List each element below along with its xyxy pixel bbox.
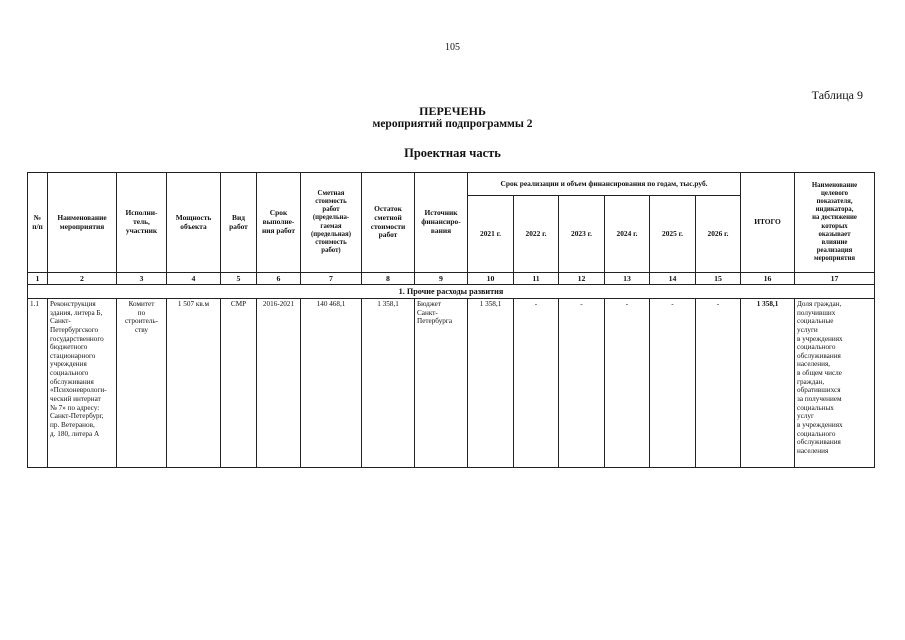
row-source: Бюджет Санкт- Петербурга: [415, 299, 468, 468]
column-number: 2: [48, 273, 117, 285]
document-subtitle: мероприятий подпрограммы 2: [372, 118, 533, 130]
row-year-2021: 1 358,1: [468, 299, 514, 468]
header-capacity: Мощность объекта: [167, 173, 221, 273]
header-remainder: Остаток сметной стоимости работ: [362, 173, 415, 273]
column-number: 6: [257, 273, 301, 285]
column-number: 9: [415, 273, 468, 285]
header-work-type: Вид работ: [221, 173, 257, 273]
column-number: 14: [650, 273, 696, 285]
section-row: [28, 285, 875, 299]
row-num: 1.1: [28, 299, 48, 468]
column-number: 7: [301, 273, 362, 285]
column-number: 17: [795, 273, 875, 285]
column-number: 3: [117, 273, 167, 285]
row-work-type: СМР: [221, 299, 257, 468]
column-number: 1: [28, 273, 48, 285]
row-name: Реконструкция здания, литера Б, Санкт- Петербургского государственного бюджетного стационарного учреждения социального обслуживания «Психоневрологи- ческий интернат № 7» по адресу: Санкт-Петербург, пр. Ветеранов, д. 180, литера А: [48, 299, 117, 468]
table-label: Таблица 9: [811, 88, 863, 102]
document-title: ПЕРЕЧЕНЬ: [419, 104, 486, 118]
header-year: 2022 г.: [514, 196, 559, 273]
header-year: 2024 г.: [605, 196, 650, 273]
header-year: 2021 г.: [468, 196, 514, 273]
header-year: 2025 г.: [650, 196, 696, 273]
row-year-2023: -: [559, 299, 605, 468]
column-number: 5: [221, 273, 257, 285]
header-term: Срок выполне- ния работ: [257, 173, 301, 273]
header-year: 2026 г.: [696, 196, 741, 273]
row-estimate: 140 468,1: [301, 299, 362, 468]
header-indicator: Наименование целевого показателя, индикатора, на достижение которых оказывает влияние реализация мероприятия: [795, 173, 875, 273]
row-total: 1 358,1: [741, 299, 795, 468]
table-row: [28, 299, 875, 468]
column-number: 13: [605, 273, 650, 285]
row-executor: Комитет по строитель- ству: [117, 299, 167, 468]
row-year-2026: -: [696, 299, 741, 468]
header-year: 2023 г.: [559, 196, 605, 273]
row-year-2024: -: [605, 299, 650, 468]
row-term: 2016-2021: [257, 299, 301, 468]
row-year-2022: -: [514, 299, 559, 468]
column-number: 8: [362, 273, 415, 285]
header-row: [28, 173, 875, 196]
section-title: 1. Прочие расходы развития: [28, 285, 875, 299]
header-executor: Исполни- тель, участник: [117, 173, 167, 273]
header-num: № п/п: [28, 173, 48, 273]
column-numbers-row: [28, 273, 875, 285]
row-remainder: 1 358,1: [362, 299, 415, 468]
row-year-2025: -: [650, 299, 696, 468]
column-number: 11: [514, 273, 559, 285]
column-number: 12: [559, 273, 605, 285]
column-number: 16: [741, 273, 795, 285]
column-number: 15: [696, 273, 741, 285]
header-estimate: Сметная стоимость работ (предельна- гаемая (предельная) стоимость работ): [301, 173, 362, 273]
column-number: 4: [167, 273, 221, 285]
header-funding-group: Срок реализации и объем финансирования по годам, тыс.руб.: [468, 173, 741, 196]
header-source: Источник финансиро- вания: [415, 173, 468, 273]
section-heading: Проектная часть: [404, 146, 501, 160]
page-number: 105: [445, 42, 460, 53]
row-capacity: 1 507 кв.м: [167, 299, 221, 468]
header-name: Наименование мероприятия: [48, 173, 117, 273]
row-indicator: Доля граждан, получивших социальные услуги в учреждениях социального обслуживания населения, в общем числе граждан, обратившихся за получением социальных услуг в учреждениях социального обслуживания населения: [795, 299, 875, 468]
measures-table: [27, 172, 875, 468]
column-number: 10: [468, 273, 514, 285]
header-total: ИТОГО: [741, 173, 795, 273]
